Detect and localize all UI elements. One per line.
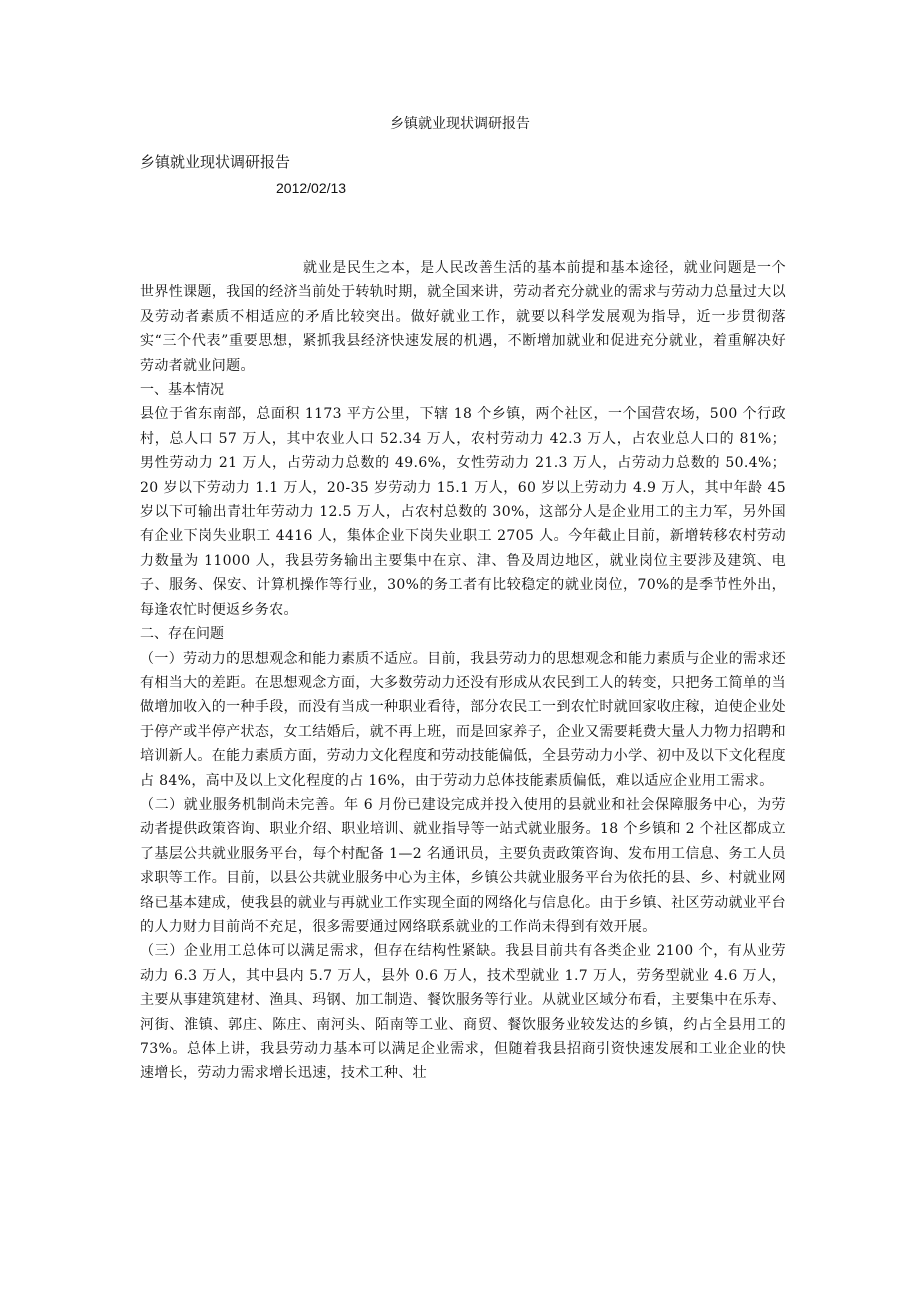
problem-paragraph-1: （一）劳动力的思想观念和能力素质不适应。目前，我县劳动力的思想观念和能力素质与企业的需求还有相当大的差距。在思想观念方面，大多数劳动力还没有形成从农民到工人的转变，只把务工简单的当做增加收入的一种手段，而没有当成一种职业看待，部分农民工一到农忙时就回家收庄稼，迫使企业处于停产或半停产状态，女工结婚后，就不再上班，而是回家养子，企业又需要耗费大量人力物力招聘和培训新人。在能力素质方面，劳动力文化程度和劳动技能偏低，全县劳动力小学、初中及以下文化程度占 84%，高中及以上文化程度的占 16%，由于劳动力总体技能素质偏低，难以适应企业用工需求。 [140,650,786,789]
intro-paragraph: 就业是民生之本，是人民改善生活的基本前提和基本途径，就业问题是一个世界性课题，我国的经济当前处于转轨时期，就全国来讲，劳动者充分就业的需求与劳动力总量过大以及劳动者素质不相适应的矛盾比较突出。做好就业工作，就要以科学发展观为指导，近一步贯彻落实“三个代表”重要思想，紧抓我县经济快速发展的机遇，不断增加就业和促进充分就业，着重解决好劳动者就业问题。 [140,260,786,374]
document-date: 2012/02/13 [276,180,347,196]
document-body [140,256,786,1086]
section-heading-basic-situation: 一、基本情况 [140,382,224,399]
section-heading-problems: 二、存在问题 [140,626,224,643]
problem-paragraph-2: （二）就业服务机制尚未完善。年 6 月份已建设完成并投入使用的县就业和社会保障服务中心，为劳动者提供政策咨询、职业介绍、职业培训、就业指导等一站式就业服务。18 个乡镇和 2 个社区都成立了基层公共就业服务平台，每个村配备 1—2 名通讯员，主要负责政策咨询、发布用工信息、务工人员求职等工作。目前，以县公共就业服务中心为主体，乡镇公共就业服务平台为依托的县、乡、村就业网络已基本建成，使我县的就业与再就业工作实现全面的网络化与信息化。由于乡镇、社区劳动就业平台的人力财力目前尚不充足，很多需要通过网络联系就业的工作尚未得到有效开展。 [140,796,786,935]
basic-situation-paragraph: 县位于省东南部，总面积 1173 平方公里，下辖 18 个乡镇，两个社区，一个国营农场，500 个行政村，总人口 57 万人，其中农业人口 52.34 万人，农村劳动力 42.3 万人，占农业总人口的 81%；男性劳动力 21 万人，占劳动力总数的 49.6%，女性劳动力 21.3 万人，占劳动力总数的 50.4%；20 岁以下劳动力 1.1 万人，20-35 岁劳动力 15.1 万人，60 岁以上劳动力 4.9 万人，其中年龄 45 岁以下可输出青壮年劳动力 12.5 万人，占农村总数的 30%，这部分人是企业用工的主力军，另外国有企业下岗失业职工 4416 人，集体企业下岗失业职工 2705 人。今年截止目前，新增转移农村劳动力数量为 11000 人，我县劳务输出主要集中在京、津、鲁及周边地区，就业岗位主要涉及建筑、电子、服务、保安、计算机操作等行业，30%的务工者有比较稳定的就业岗位，70%的是季节性外出，每逢农忙时便返乡务农。 [140,406,786,618]
problem-paragraph-3: （三）企业用工总体可以满足需求，但存在结构性紧缺。我县目前共有各类企业 2100 个，有从业劳动力 6.3 万人，其中县内 5.7 万人，县外 0.6 万人，技术型就业 1.7 万人，劳务型就业 4.6 万人，主要从事建筑建材、渔具、玛钢、加工制造、餐饮服务等行业。从就业区域分布看，主要集中在乐寿、河街、淮镇、郭庄、陈庄、南河头、陌南等工业、商贸、餐饮服务业较发达的乡镇，约占全县用工的 73%。总体上讲，我县劳动力基本可以满足企业需求，但随着我县招商引资快速发展和工业企业的快速增长，劳动力需求增长迅速，技术工种、壮 [140,943,786,1082]
document-subtitle: 乡镇就业现状调研报告 [140,153,291,171]
document-title: 乡镇就业现状调研报告 [390,116,530,132]
